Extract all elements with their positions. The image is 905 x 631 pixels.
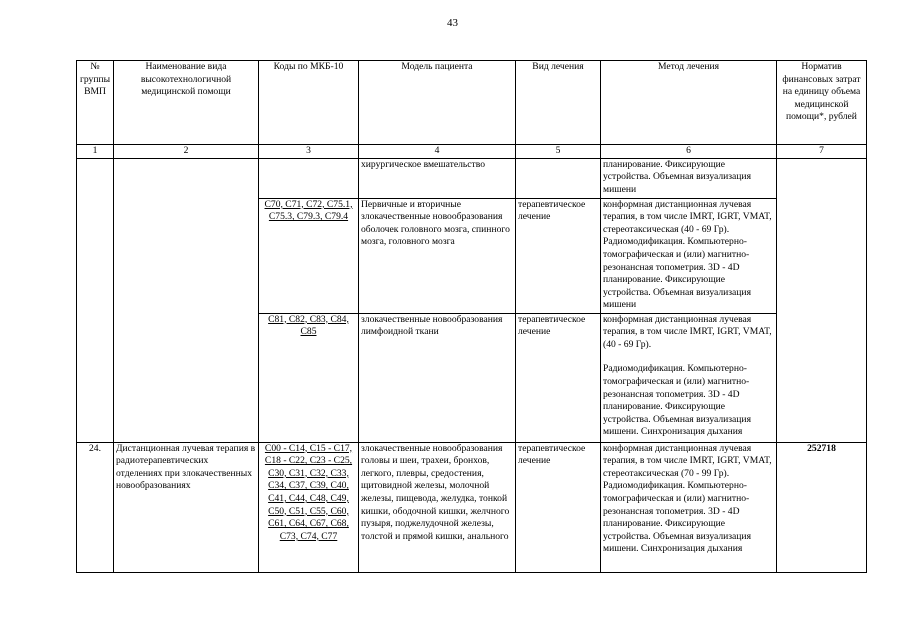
icd-codes: C81, C82, C83, C84, C85 [268, 313, 349, 338]
method-text-part2: Радиомодификация. Компьютерно-томографическая и (или) магнитно-резонансная топометрия. 3D - 4D планирование. Фиксирующие устройства. Объемная визуализация мишени. Синхронизация дыхания [603, 363, 751, 438]
method-cell: конформная дистанционная лучевая терапия, в том числе IMRT, IGRT, VMAT, стереотаксическая (70 - 99 Гр). Радиомодификация. Компьютерно-томографическая и (или) магнитно-резонансная топометрия. 3D - 4D планирование. Фиксирующие устройства. Объемная визуализация мишени. Синхронизация дыхания [601, 442, 777, 572]
group-cell [77, 158, 114, 442]
method-cell [601, 313, 777, 442]
column-number: 4 [359, 145, 516, 159]
page-number: 43 [447, 17, 458, 29]
column-number: 1 [77, 145, 114, 159]
model-cell: злокачественные новообразования головы и шеи, трахеи, бронхов, легкого, плевры, средостения, щитовидной железы, молочной железы, пищевода, желудка, тонкой кишки, ободочной кишки, желчного пузыря, поджелудочной железы, толстой и прямой кишки, анального [359, 442, 516, 572]
icd-codes-cell [259, 313, 359, 442]
header-model: Модель пациента [359, 61, 516, 145]
icd-codes-cell [259, 198, 359, 313]
group-number-cell: 24. [77, 442, 114, 572]
cost-value-cell: 252718 [777, 442, 867, 572]
method-cell: планирование. Фиксирующие устройства. Объемная визуализация мишени [601, 158, 777, 198]
icd-codes: C70, C71, C72, C75.1, C75.3, C79.3, C79.4 [264, 198, 353, 223]
cost-cell [777, 158, 867, 442]
header-method: Метод лечения [601, 61, 777, 145]
table-row [77, 158, 867, 198]
header-group: № группы ВМП [77, 61, 114, 145]
column-number: 5 [516, 145, 601, 159]
vmp-name-cell: Дистанционная лучевая терапия в радиотерапевтических отделениях при злокачественных новообразованиях [114, 442, 259, 572]
column-number: 3 [259, 145, 359, 159]
method-cell: конформная дистанционная лучевая терапия, в том числе IMRT, IGRT, VMAT, стереотаксическая (40 - 69 Гр). Радиомодификация. Компьютерно-томографическая и (или) магнитно-резонансная топометрия. 3D - 4D планирование. Фиксирующие устройства. Объемная визуализация мишени [601, 198, 777, 313]
header-row [77, 61, 867, 145]
model-cell: хирургическое вмешательство [359, 158, 516, 198]
model-cell: злокачественные новообразования лимфоидной ткани [359, 313, 516, 442]
column-number-row [77, 145, 867, 159]
icd-codes: C00 - C14, C15 - C17, C18 - C22, C23 - C25, C30, C31, C32, C33, C34, C37, C39, C40, C41, C44, C48, C49, C50, C51, C55, C60, C61, C64, C67, C68, C73, C74, C77 [264, 442, 353, 542]
column-number: 6 [601, 145, 777, 159]
treatment-type-cell: терапевтическое лечение [516, 198, 601, 313]
header-codes: Коды по МКБ-10 [259, 61, 359, 145]
codes-cell [259, 158, 359, 198]
header-cost: Норматив финансовых затрат на единицу объема медицинской помощи*, рублей [777, 61, 867, 145]
method-text-part1: конформная дистанционная лучевая терапия, в том числе IMRT, IGRT, VMAT, (40 - 69 Гр). [603, 313, 772, 350]
table-row [77, 442, 867, 572]
column-number: 2 [114, 145, 259, 159]
header-name: Наименование вида высокотехнологичной медицинской помощи [114, 61, 259, 145]
treatment-type-cell [516, 158, 601, 198]
header-type: Вид лечения [516, 61, 601, 145]
vmp-table [76, 60, 867, 573]
name-cell [114, 158, 259, 442]
model-cell: Первичные и вторичные злокачественные новообразования оболочек головного мозга, спинного мозга, головного мозга [359, 198, 516, 313]
icd-codes-cell [259, 442, 359, 572]
treatment-type-cell: терапевтическое лечение [516, 442, 601, 572]
treatment-type-cell: терапевтическое лечение [516, 313, 601, 442]
column-number: 7 [777, 145, 867, 159]
